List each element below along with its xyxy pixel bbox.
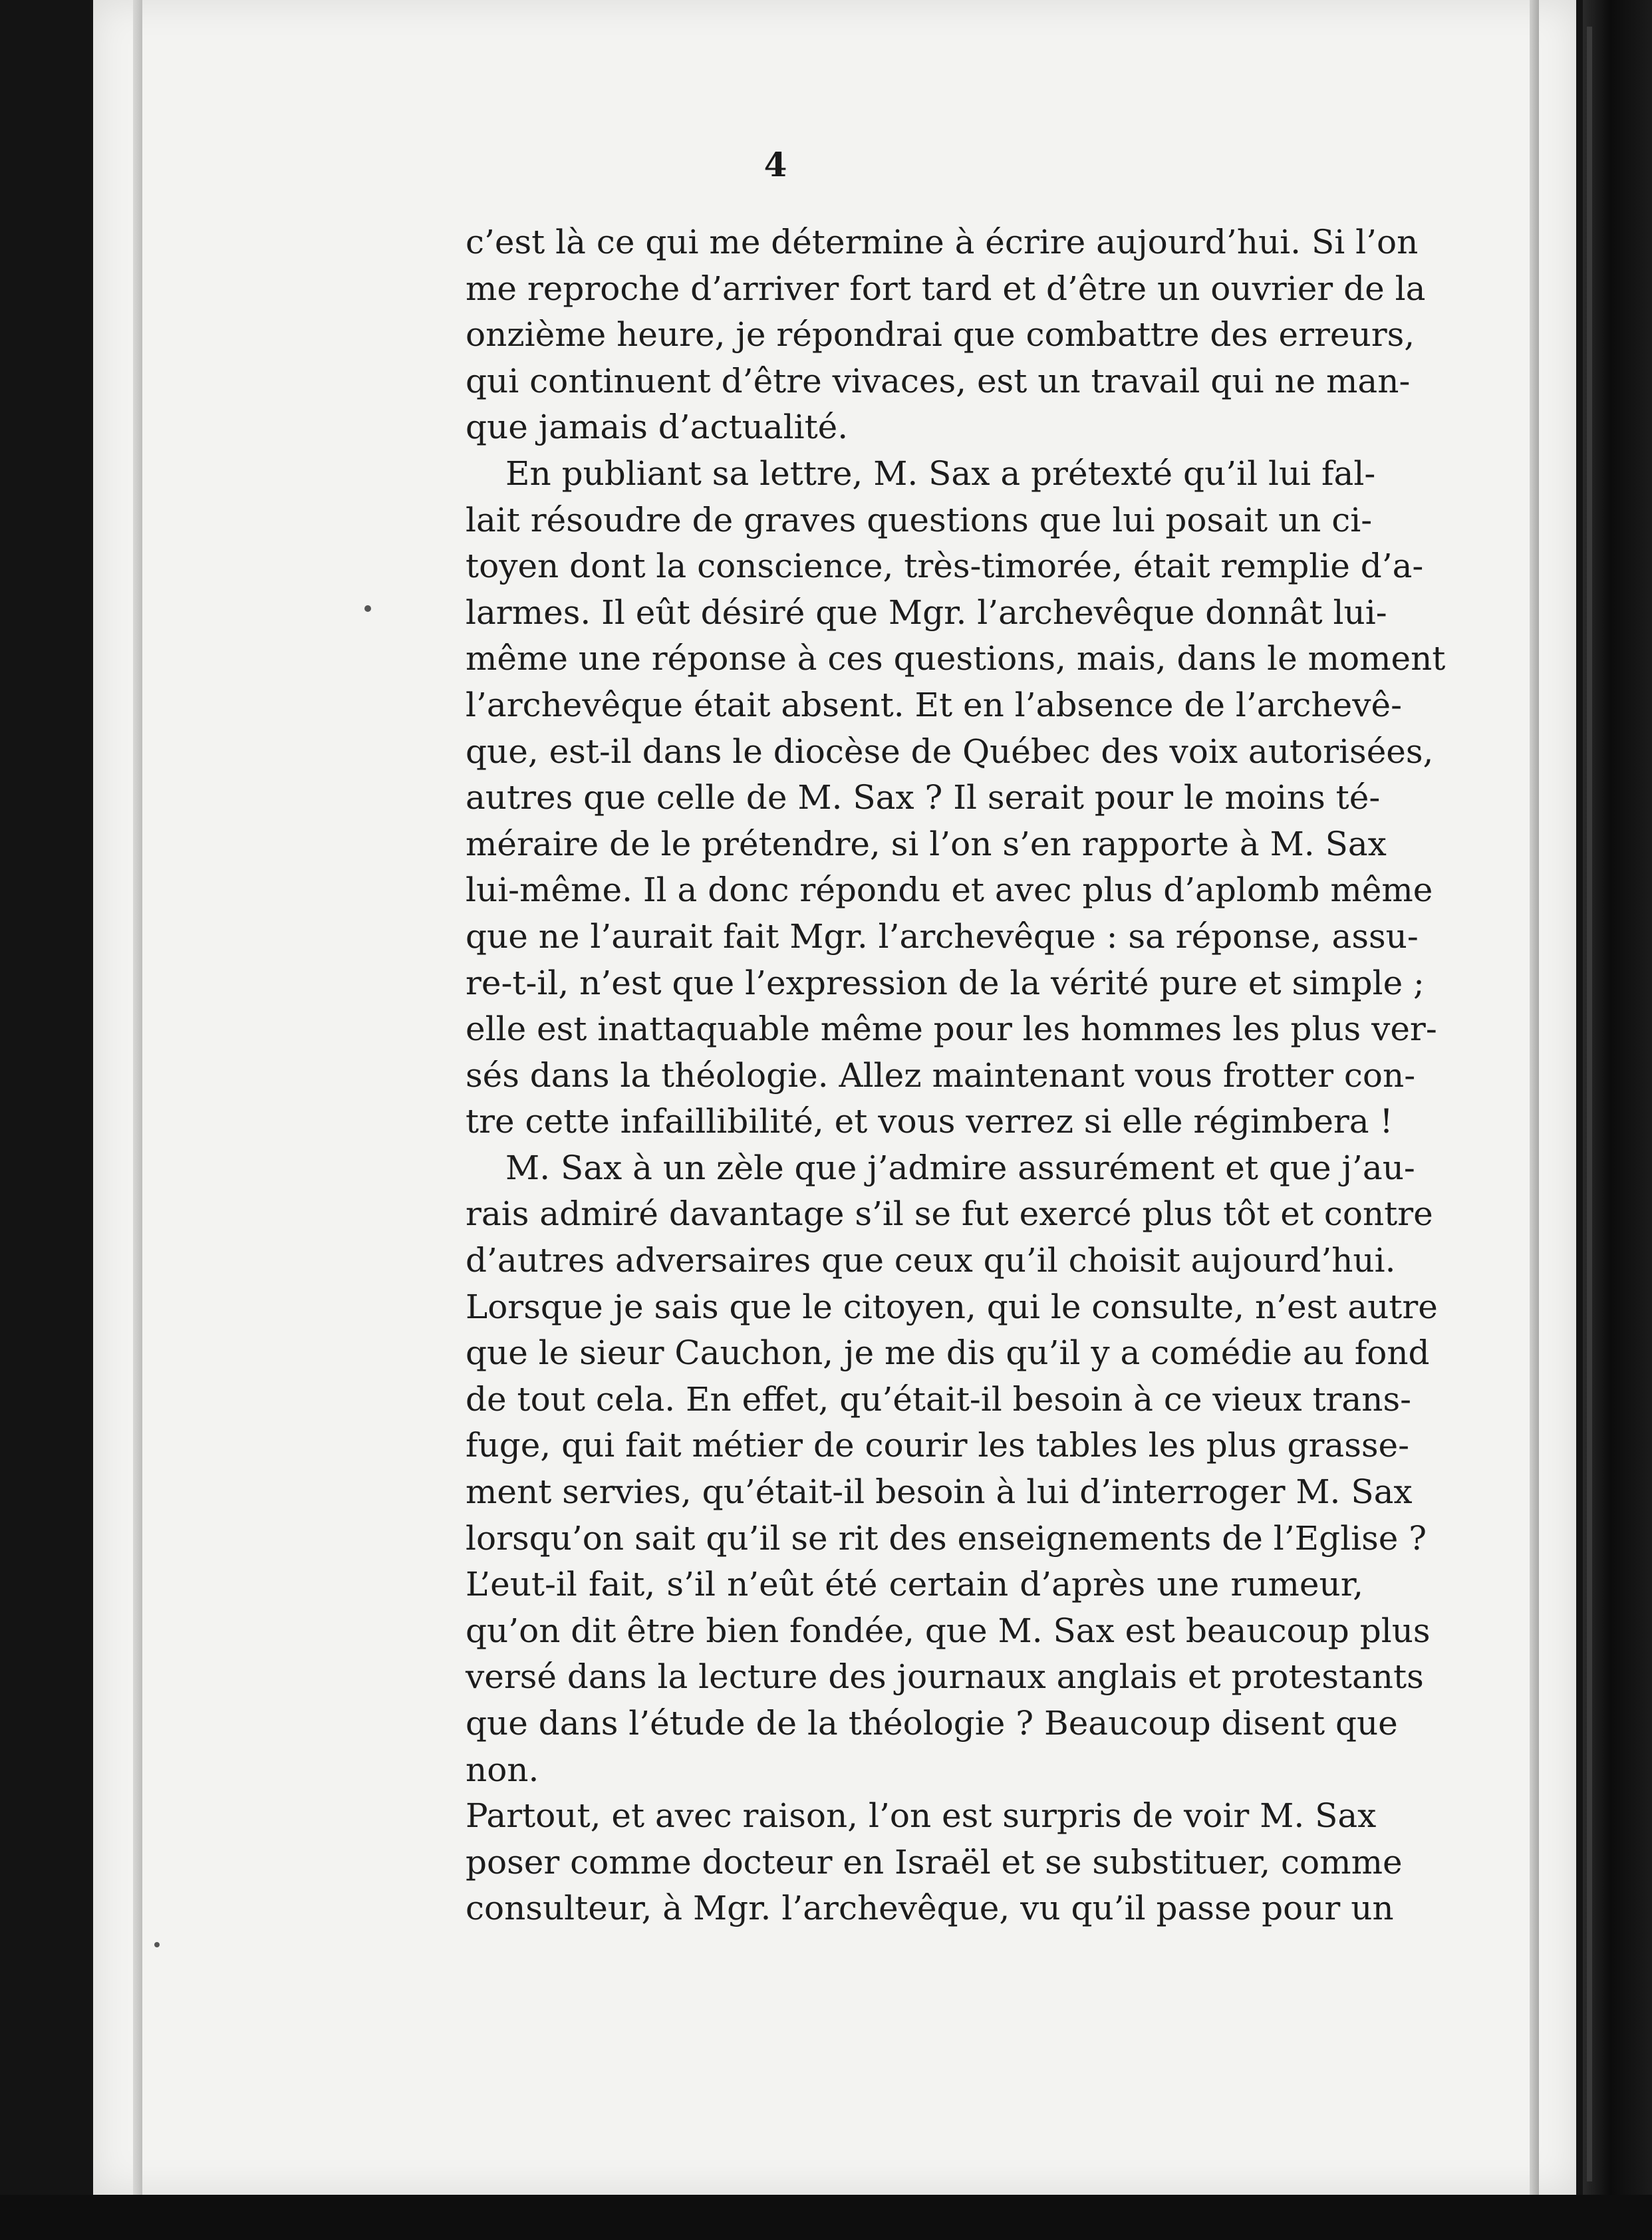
text-line: L’eut-il fait, s’il n’eût été certain d’après une rumeur,: [466, 1565, 1363, 1604]
spine-shadow: [1587, 27, 1592, 2181]
text-line: que jamais d’actualité.: [466, 408, 849, 447]
page-edge-left: [133, 0, 142, 2195]
speck-mark: [154, 1942, 160, 1947]
text-line: autres que celle de M. Sax ? Il serait pour le moins té-: [466, 778, 1381, 817]
text-line: me reproche d’arriver fort tard et d’être un ouvrier de la: [466, 269, 1426, 308]
text-line: qui continuent d’être vivaces, est un travail qui ne man-: [466, 361, 1411, 400]
text-line: larmes. Il eût désiré que Mgr. l’archevêque donnât lui-: [466, 593, 1387, 632]
text-line: non.: [466, 1750, 539, 1789]
text-line: méraire de le prétendre, si l’on s’en rapporte à M. Sax: [466, 824, 1387, 863]
text-line: lait résoudre de graves questions que lui posait un ci-: [466, 500, 1373, 539]
text-line: que, est-il dans le diocèse de Québec des voix autorisées,: [466, 732, 1434, 771]
text-line: consulteur, à Mgr. l’archevêque, vu qu’il passe pour un: [466, 1889, 1394, 1928]
text-line: re-t-il, n’est que l’expression de la vérité pure et simple ;: [466, 963, 1425, 1002]
text-line: que le sieur Cauchon, je me dis qu’il y a comédie au fond: [466, 1333, 1430, 1373]
text-line: de tout cela. En effet, qu’était-il besoin à ce vieux trans-: [466, 1379, 1411, 1419]
text-line: ment servies, qu’était-il besoin à lui d’interroger M. Sax: [466, 1472, 1413, 1512]
text-line: En publiant sa lettre, M. Sax a prétexté qu’il lui fal-: [505, 454, 1376, 493]
text-line: tre cette infaillibilité, et vous verrez si elle régimbera !: [466, 1102, 1393, 1141]
text-line: fuge, qui fait métier de courir les tables les plus grasse-: [466, 1426, 1410, 1465]
text-line: onzième heure, je répondrai que combattre des erreurs,: [466, 315, 1415, 354]
book-spine: [1583, 0, 1652, 2240]
text-line: sés dans la théologie. Allez maintenant vous frotter con-: [466, 1055, 1416, 1095]
text-line: versé dans la lecture des journaux anglais et protestants: [466, 1657, 1424, 1697]
text-line: que ne l’aurait fait Mgr. l’archevêque : sa réponse, assu-: [466, 916, 1419, 956]
text-line: l’archevêque était absent. Et en l’absence de l’archevê-: [466, 685, 1402, 724]
text-line: Lorsque je sais que le citoyen, qui le consulte, n’est autre: [466, 1287, 1438, 1326]
text-line: M. Sax à un zèle que j’admire assurément et que j’au-: [505, 1148, 1415, 1187]
speck-mark: [364, 605, 371, 612]
text-line: lui-même. Il a donc répondu et avec plus d’aplomb même: [466, 871, 1433, 910]
text-line: lorsqu’on sait qu’il se rit des enseignements de l’Eglise ?: [466, 1518, 1427, 1558]
text-line: c’est là ce qui me détermine à écrire aujourd’hui. Si l’on: [466, 223, 1419, 261]
page-edge-right: [1530, 0, 1539, 2195]
page-number: 4: [763, 145, 787, 184]
text-line: d’autres adversaires que ceux qu’il choisit aujourd’hui.: [466, 1241, 1396, 1280]
text-line: Partout, et avec raison, l’on est surpris de voir M. Sax: [466, 1796, 1377, 1836]
text-line: toyen dont la conscience, très-timorée, était remplie d’a-: [466, 547, 1424, 586]
text-line: rais admiré davantage s’il se fut exercé plus tôt et contre: [466, 1194, 1433, 1234]
text-line: que dans l’étude de la théologie ? Beaucoup disent que: [466, 1704, 1398, 1743]
text-line: qu’on dit être bien fondée, que M. Sax est beaucoup plus: [466, 1611, 1431, 1650]
text-line: elle est inattaquable même pour les hommes les plus ver-: [466, 1010, 1437, 1049]
body-text: [466, 219, 1446, 1932]
text-line: même une réponse à ces questions, mais, dans le moment: [466, 639, 1446, 678]
scan-border-bottom: [0, 2195, 1652, 2240]
text-line: poser comme docteur en Israël et se substituer, comme: [466, 1842, 1403, 1882]
